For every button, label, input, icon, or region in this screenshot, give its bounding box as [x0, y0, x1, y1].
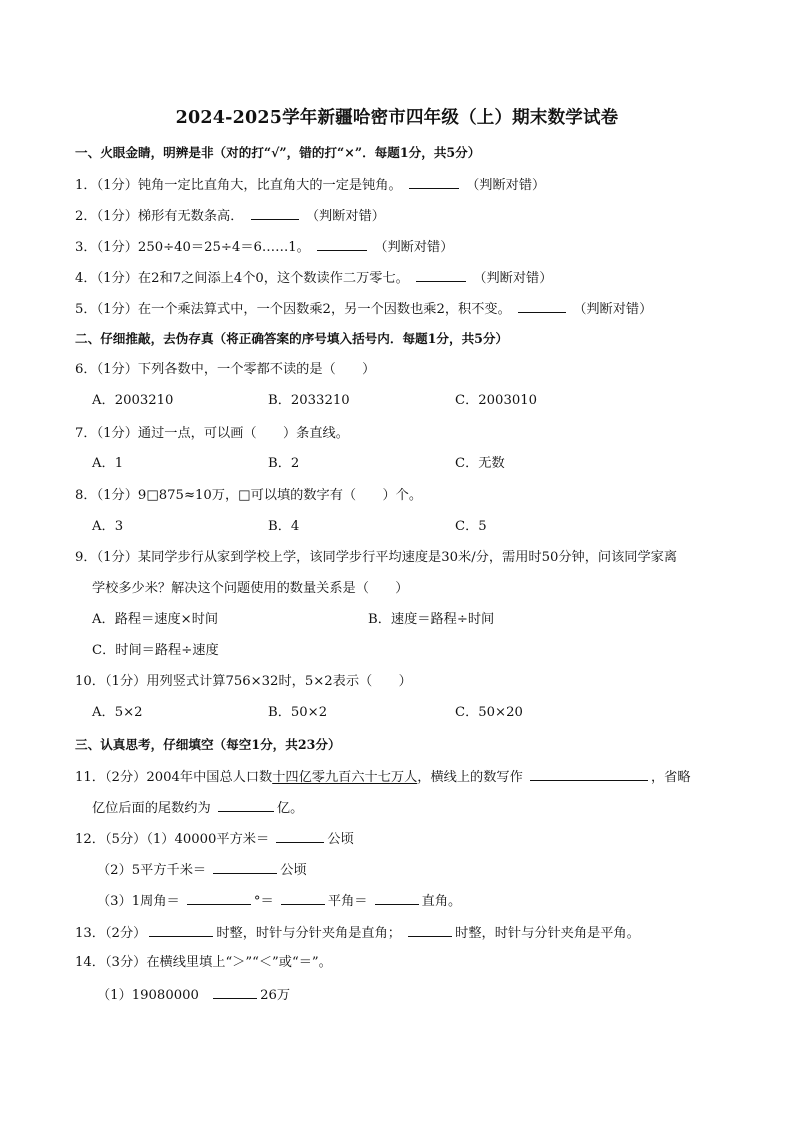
- answer-blank[interactable]: [187, 891, 251, 905]
- answer-blank[interactable]: [251, 206, 299, 220]
- question-13: 13．（2分） 时整，时针与分针夹角是直角； 时整，时针与分针夹角是平角。: [75, 923, 640, 943]
- answer-blank[interactable]: [408, 923, 452, 937]
- question-6: 6．（1分）下列各数中，一个零都不读的是（ ）: [75, 362, 376, 377]
- question-8: 8．（1分）9□875≈10万，□可以填的数字有（ ）个。: [75, 488, 423, 503]
- option-b[interactable]: B．2: [268, 456, 300, 471]
- question-5: 5．（1分）在一个乘法算式中，一个因数乘2，另一个因数也乘2，积不变。 （判断对错）: [75, 299, 652, 319]
- question-4: 4．（1分）在2和7之间添上4个0，这个数读作二万零七。 （判断对错）: [75, 268, 552, 288]
- section-3-header: 三、认真思考，仔细填空（每空1分，共23分）: [75, 737, 341, 752]
- option-c[interactable]: C．无数: [455, 456, 505, 471]
- option-a[interactable]: A．2003210: [92, 393, 174, 408]
- question-12-part-2: （2）5平方千米＝ 公顷: [97, 860, 307, 880]
- question-12: 12．（5分）（1）40000平方米＝ 公顷: [75, 829, 354, 849]
- answer-blank[interactable]: [416, 268, 466, 282]
- option-a[interactable]: A．路程＝速度×时间: [92, 612, 219, 627]
- answer-blank[interactable]: [530, 767, 648, 781]
- question-10: 10．（1分）用列竖式计算756×32时，5×2表示（ ）: [75, 674, 412, 689]
- question-2: 2．（1分）梯形有无数条高． （判断对错）: [75, 206, 385, 226]
- answer-blank[interactable]: [518, 299, 566, 313]
- answer-blank[interactable]: [149, 923, 213, 937]
- question-11-continued: 亿位后面的尾数约为 亿。: [92, 798, 303, 818]
- option-b[interactable]: B．2033210: [268, 393, 350, 408]
- section-2-header: 二、仔细推敲，去伪存真（将正确答案的序号填入括号内．每题1分，共5分）: [75, 331, 509, 346]
- question-3: 3．（1分）250÷40＝25÷4＝6……1。 （判断对错）: [75, 237, 453, 257]
- question-14: 14．（3分）在横线里填上“＞”“＜”或“＝”。: [75, 955, 332, 970]
- option-c[interactable]: C．5: [455, 519, 487, 534]
- question-9: 9．（1分）某同学步行从家到学校上学，该同学步行平均速度是30米/分，需用时50分钟，问该同学家离: [75, 550, 678, 565]
- option-c[interactable]: C．时间＝路程÷速度: [92, 643, 219, 658]
- option-b[interactable]: B．速度＝路程÷时间: [368, 612, 495, 627]
- page-title: 2024-2025学年新疆哈密市四年级（上）期末数学试卷: [175, 108, 619, 128]
- answer-blank[interactable]: [213, 985, 257, 999]
- question-9-continued: 学校多少米？解决这个问题使用的数量关系是（ ）: [92, 581, 409, 596]
- underlined-number-words: 十四亿零九百六十七万人: [272, 770, 418, 785]
- answer-blank[interactable]: [317, 237, 367, 251]
- option-a[interactable]: A．3: [92, 519, 124, 534]
- section-1-header: 一、火眼金睛，明辨是非（对的打“√”，错的打“×”．每题1分，共5分）: [75, 145, 481, 160]
- answer-blank[interactable]: [276, 829, 324, 843]
- question-12-part-3: （3）1周角＝ °＝ 平角＝ 直角。: [97, 891, 461, 911]
- option-c[interactable]: C．2003010: [455, 393, 538, 408]
- option-b[interactable]: B．50×2: [268, 705, 328, 720]
- question-11: 11．（2分）2004年中国总人口数十四亿零九百六十七万人，横线上的数写作 ，省略: [75, 767, 691, 787]
- option-a[interactable]: A．1: [92, 456, 124, 471]
- option-a[interactable]: A．5×2: [92, 705, 143, 720]
- answer-blank[interactable]: [281, 891, 325, 905]
- option-b[interactable]: B．4: [268, 519, 300, 534]
- answer-blank[interactable]: [218, 798, 274, 812]
- answer-blank[interactable]: [213, 860, 277, 874]
- answer-blank[interactable]: [375, 891, 419, 905]
- question-14-part-1: （1）19080000 26万: [97, 985, 290, 1005]
- question-7: 7．（1分）通过一点，可以画（ ）条直线。: [75, 426, 349, 441]
- answer-blank[interactable]: [409, 175, 459, 189]
- option-c[interactable]: C．50×20: [455, 705, 523, 720]
- question-1: 1．（1分）钝角一定比直角大，比直角大的一定是钝角。 （判断对错）: [75, 175, 545, 195]
